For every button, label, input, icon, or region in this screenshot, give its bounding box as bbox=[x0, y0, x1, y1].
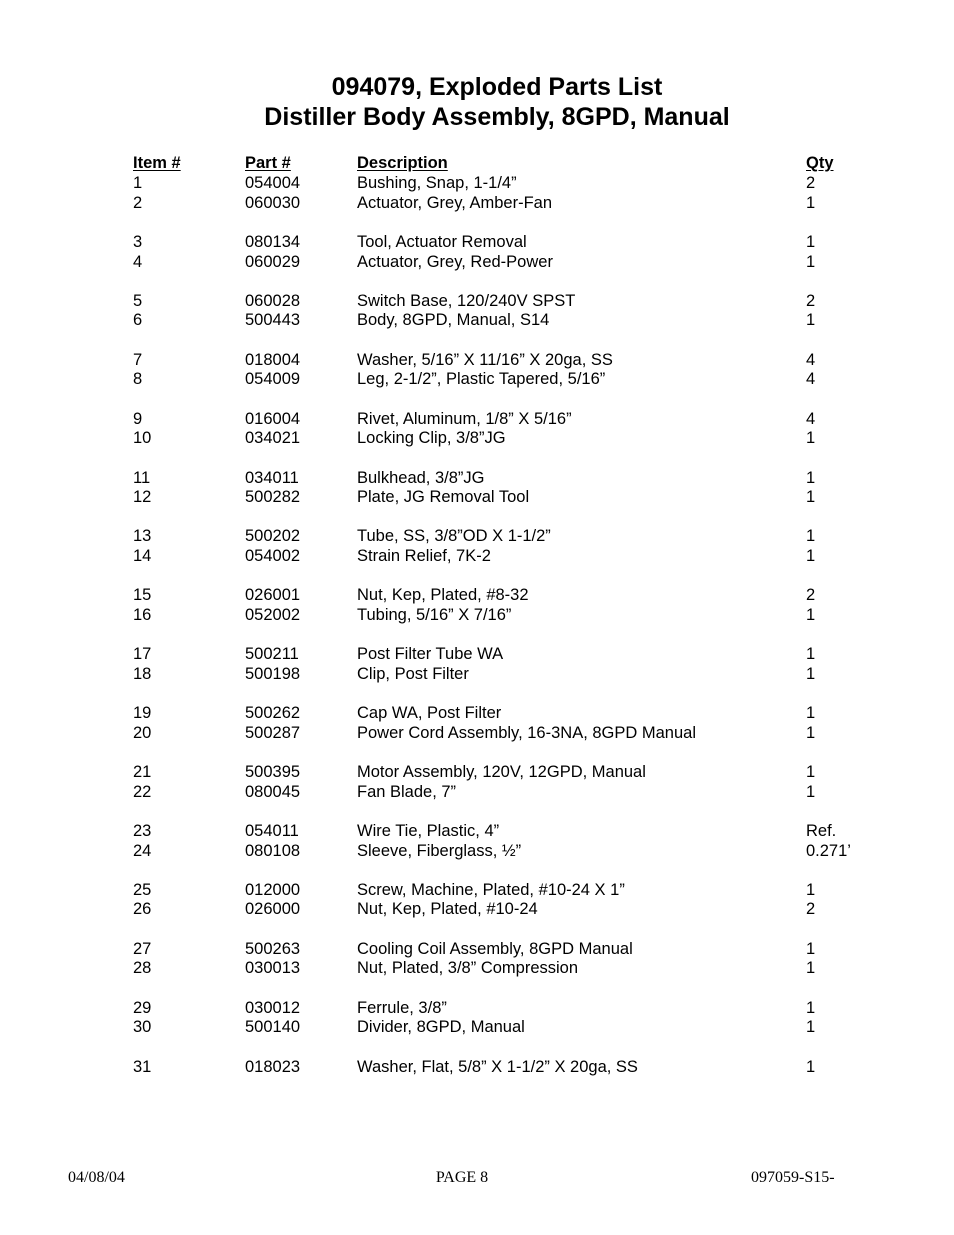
cell-quantity: 1 bbox=[806, 763, 816, 781]
cell-item-number: 8 bbox=[133, 370, 143, 389]
cell-quantity: 2 bbox=[806, 291, 816, 310]
cell-item-number: 31 bbox=[133, 1057, 152, 1076]
cell-item-number: 14 bbox=[133, 547, 152, 565]
cell-item-number: 2 bbox=[133, 193, 143, 212]
cell-description: Screw, Machine, Plated, #10-24 X 1” bbox=[357, 880, 625, 899]
cell-part-number: 060028 bbox=[245, 291, 301, 310]
cell-quantity: 1 bbox=[806, 311, 816, 330]
cell-part-number: 080134 bbox=[245, 232, 301, 251]
header-item-number: Item # bbox=[133, 154, 181, 172]
cell-quantity: 4 bbox=[806, 350, 816, 369]
cell-part-number: 054002 bbox=[245, 547, 301, 565]
cell-item-number: 29 bbox=[133, 998, 152, 1017]
cell-description: Clip, Post Filter bbox=[357, 664, 469, 683]
cell-quantity: 1 bbox=[806, 939, 816, 958]
cell-quantity: 1 bbox=[806, 782, 816, 801]
cell-description: Nut, Plated, 3/8” Compression bbox=[357, 959, 579, 978]
cell-description: Cooling Coil Assembly, 8GPD Manual bbox=[357, 939, 633, 958]
cell-description: Washer, 5/16” X 11/16” X 20ga, SS bbox=[357, 350, 613, 369]
page-subtitle: Distiller Body Assembly, 8GPD, Manual bbox=[264, 103, 730, 131]
cell-part-number: 080045 bbox=[245, 782, 301, 801]
header-part-number: Part # bbox=[245, 154, 291, 172]
cell-item-number: 25 bbox=[133, 880, 152, 899]
cell-part-number: 060029 bbox=[245, 252, 301, 271]
cell-part-number: 018023 bbox=[245, 1057, 301, 1076]
footer-document-number: 097059-S15- bbox=[751, 1169, 835, 1186]
cell-item-number: 21 bbox=[133, 763, 152, 781]
cell-item-number: 27 bbox=[133, 939, 152, 958]
header-quantity: Qty bbox=[806, 154, 834, 172]
cell-description: Washer, Flat, 5/8” X 1-1/2” X 20ga, SS bbox=[357, 1057, 638, 1076]
cell-description: Cap WA, Post Filter bbox=[357, 704, 502, 723]
cell-description: Motor Assembly, 120V, 12GPD, Manual bbox=[357, 763, 646, 781]
cell-part-number: 500263 bbox=[245, 939, 301, 958]
cell-description: Power Cord Assembly, 16-3NA, 8GPD Manual bbox=[357, 723, 696, 742]
cell-part-number: 054011 bbox=[245, 821, 299, 840]
cell-quantity: 1 bbox=[806, 998, 816, 1017]
cell-quantity: 1 bbox=[806, 429, 816, 448]
cell-description: Fan Blade, 7” bbox=[357, 782, 457, 801]
cell-item-number: 13 bbox=[133, 527, 152, 546]
cell-description: Body, 8GPD, Manual, S14 bbox=[357, 311, 550, 330]
cell-part-number: 500443 bbox=[245, 311, 301, 330]
cell-part-number: 080108 bbox=[245, 841, 301, 860]
cell-item-number: 17 bbox=[133, 645, 152, 664]
cell-description: Switch Base, 120/240V SPST bbox=[357, 291, 576, 310]
cell-quantity: 1 bbox=[806, 880, 816, 899]
cell-item-number: 16 bbox=[133, 605, 152, 624]
cell-item-number: 4 bbox=[133, 252, 143, 271]
cell-item-number: 19 bbox=[133, 704, 152, 723]
cell-item-number: 6 bbox=[133, 311, 143, 330]
cell-item-number: 9 bbox=[133, 409, 143, 428]
cell-item-number: 3 bbox=[133, 232, 143, 251]
cell-description: Tubing, 5/16” X 7/16” bbox=[357, 605, 512, 624]
cell-part-number: 026000 bbox=[245, 900, 301, 919]
cell-description: Strain Relief, 7K-2 bbox=[357, 547, 491, 565]
cell-quantity: 1 bbox=[806, 704, 816, 723]
cell-quantity: 0.271’ bbox=[806, 841, 851, 860]
cell-description: Tool, Actuator Removal bbox=[357, 232, 527, 251]
cell-quantity: 1 bbox=[806, 232, 816, 251]
cell-quantity: 1 bbox=[806, 605, 816, 624]
cell-part-number: 500262 bbox=[245, 704, 301, 723]
cell-description: Nut, Kep, Plated, #8-32 bbox=[357, 586, 529, 605]
cell-quantity: 1 bbox=[806, 645, 816, 664]
cell-item-number: 18 bbox=[133, 664, 152, 683]
cell-item-number: 1 bbox=[133, 174, 143, 192]
cell-part-number: 500202 bbox=[245, 527, 301, 546]
cell-quantity: 1 bbox=[806, 723, 816, 742]
cell-part-number: 054009 bbox=[245, 370, 301, 389]
cell-part-number: 034011 bbox=[245, 468, 299, 487]
cell-part-number: 500282 bbox=[245, 488, 301, 507]
cell-quantity: 4 bbox=[806, 370, 816, 389]
cell-part-number: 012000 bbox=[245, 880, 301, 899]
cell-item-number: 7 bbox=[133, 350, 143, 369]
cell-part-number: 030012 bbox=[245, 998, 301, 1017]
cell-part-number: 060030 bbox=[245, 193, 301, 212]
cell-description: Nut, Kep, Plated, #10-24 bbox=[357, 900, 538, 919]
cell-description: Rivet, Aluminum, 1/8” X 5/16” bbox=[357, 409, 572, 428]
cell-quantity: 1 bbox=[806, 1018, 816, 1037]
cell-item-number: 28 bbox=[133, 959, 152, 978]
cell-item-number: 15 bbox=[133, 586, 152, 605]
page-title: 094079, Exploded Parts List bbox=[331, 73, 663, 101]
cell-part-number: 018004 bbox=[245, 350, 301, 369]
cell-description: Ferrule, 3/8” bbox=[357, 998, 447, 1017]
cell-quantity: 4 bbox=[806, 409, 816, 428]
cell-description: Bulkhead, 3/8”JG bbox=[357, 468, 485, 487]
cell-item-number: 20 bbox=[133, 723, 152, 742]
cell-quantity: 2 bbox=[806, 586, 816, 605]
cell-item-number: 22 bbox=[133, 782, 152, 801]
cell-description: Actuator, Grey, Amber-Fan bbox=[357, 193, 553, 212]
cell-part-number: 030013 bbox=[245, 959, 301, 978]
cell-description: Divider, 8GPD, Manual bbox=[357, 1018, 525, 1037]
cell-item-number: 26 bbox=[133, 900, 152, 919]
cell-description: Sleeve, Fiberglass, ½” bbox=[357, 841, 522, 860]
cell-part-number: 500395 bbox=[245, 763, 301, 781]
cell-item-number: 10 bbox=[133, 429, 152, 448]
cell-quantity: 1 bbox=[806, 959, 816, 978]
cell-quantity: 2 bbox=[806, 174, 816, 192]
cell-quantity: 1 bbox=[806, 468, 816, 487]
cell-item-number: 24 bbox=[133, 841, 152, 860]
cell-item-number: 5 bbox=[133, 291, 143, 310]
cell-description: Leg, 2-1/2”, Plastic Tapered, 5/16” bbox=[357, 370, 606, 389]
cell-quantity: Ref. bbox=[806, 821, 837, 840]
cell-description: Post Filter Tube WA bbox=[357, 645, 504, 664]
cell-description: Locking Clip, 3/8”JG bbox=[357, 429, 506, 448]
cell-quantity: 1 bbox=[806, 193, 816, 212]
cell-quantity: 1 bbox=[806, 1057, 816, 1076]
cell-item-number: 23 bbox=[133, 821, 152, 840]
cell-description: Actuator, Grey, Red-Power bbox=[357, 252, 553, 271]
cell-item-number: 12 bbox=[133, 488, 152, 507]
footer-page-number: PAGE 8 bbox=[435, 1169, 489, 1186]
cell-quantity: 1 bbox=[806, 547, 816, 565]
cell-description: Plate, JG Removal Tool bbox=[357, 488, 530, 507]
cell-quantity: 1 bbox=[806, 488, 816, 507]
cell-part-number: 052002 bbox=[245, 605, 301, 624]
cell-description: Bushing, Snap, 1-1/4” bbox=[357, 174, 517, 192]
cell-part-number: 054004 bbox=[245, 174, 301, 192]
footer-date: 04/08/04 bbox=[68, 1169, 125, 1186]
cell-description: Tube, SS, 3/8”OD X 1-1/2” bbox=[357, 527, 551, 546]
cell-part-number: 500198 bbox=[245, 664, 301, 683]
cell-item-number: 30 bbox=[133, 1018, 152, 1037]
cell-part-number: 034021 bbox=[245, 429, 301, 448]
cell-quantity: 1 bbox=[806, 664, 816, 683]
cell-item-number: 11 bbox=[133, 468, 151, 487]
cell-quantity: 1 bbox=[806, 527, 816, 546]
cell-part-number: 500287 bbox=[245, 723, 301, 742]
cell-quantity: 2 bbox=[806, 900, 816, 919]
cell-part-number: 500211 bbox=[245, 645, 299, 664]
cell-part-number: 016004 bbox=[245, 409, 301, 428]
cell-quantity: 1 bbox=[806, 252, 816, 271]
cell-part-number: 026001 bbox=[245, 586, 301, 605]
cell-description: Wire Tie, Plastic, 4” bbox=[357, 821, 500, 840]
header-description: Description bbox=[357, 154, 448, 172]
cell-part-number: 500140 bbox=[245, 1018, 301, 1037]
